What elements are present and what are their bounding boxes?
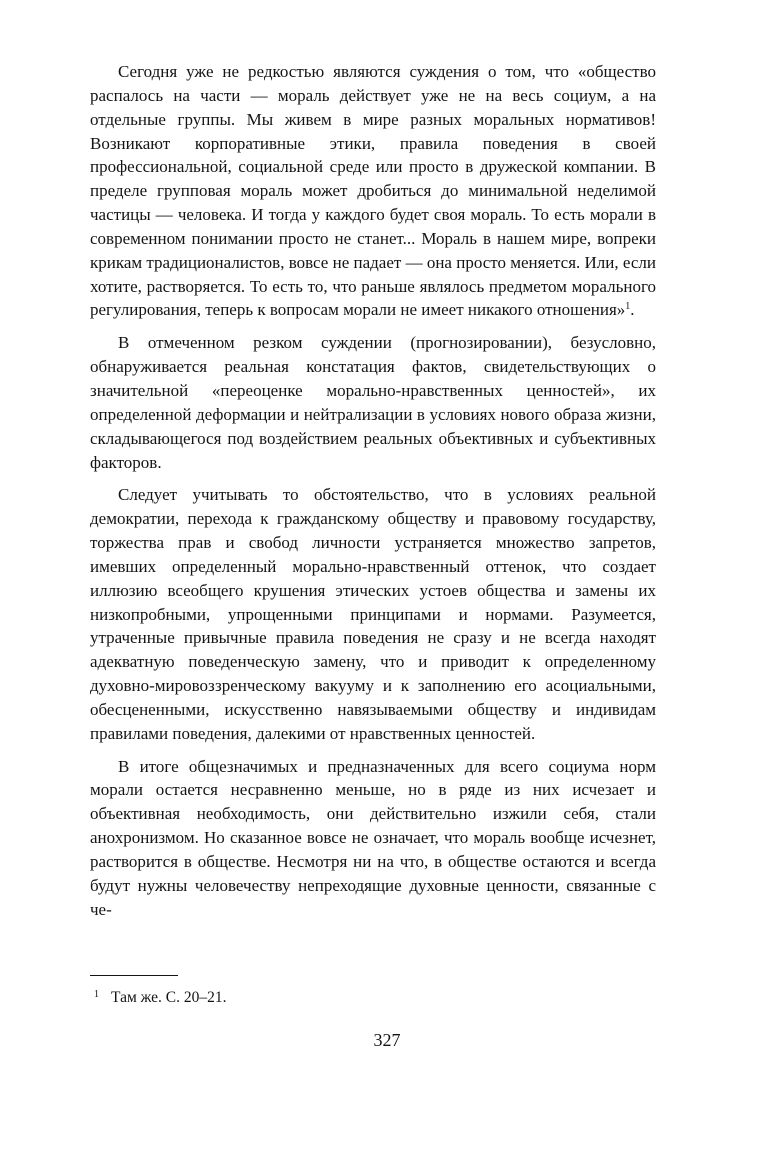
footnote-text: Там же. С. 20–21. [111, 989, 227, 1006]
paragraph-2: В отмеченном резком суждении (прогнозировании), безусловно, обнаруживается реальная констатация фактов, свидетельствующих о значительной «переоценке морально-нравственных ценностей», их определенной деформации и нейтрализации в условиях нового образа жизни, складывающегося под воздействием реальных объективных и субъективных факторов. [90, 333, 656, 472]
page-number: 327 [373, 1030, 401, 1050]
paragraph-1 [90, 60, 656, 322]
paragraph-3: Следует учитывать то обстоятельство, что в условиях реальной демократии, перехода к гражданскому обществу и правовому государству, торжества прав и свобод личности устраняется множество запретов, имевших определенный морально-нравственный оттенок, что создает иллюзию всеобщего крушения этических устоев общества и замены их низкопробными, упрощенными принципами и нормами. Разумеется, утраченные привычные правила поведения не сразу и не всегда находят адекватную поведенческую замену, что и приводит к определенному духовно-мировоззренческому вакууму и к заполнению его асоциальными, обесцененными, искусственно навязываемыми обществу и индивидам правилами поведения, далекими от нравственных ценностей. [90, 485, 656, 743]
paragraph-1-tail: . [630, 300, 635, 320]
main-text [90, 60, 656, 922]
footnote-separator [90, 975, 178, 976]
paragraph-4: В итоге общезначимых и предназначенных для всего социума норм морали остается несравненно меньше, но в ряде из них исчезает и объективная необходимость, они действительно изжили себя, стали анохронизмом. Но сказанное вовсе не означает, что мораль вообще исчезнет, растворится в обществе. Несмотря ни на что, в обществе остаются и всегда будут нужны человечеству непреходящие духовные ценности, связанные с че- [90, 756, 656, 919]
paragraph-1-text: Сегодня уже не редкостью являются суждения о том, что «общество распалось на части — мораль действует уже не на весь социум, а на отдельные группы. Мы живем в мире разных моральных нормативов! Возникают корпоративные этики, правила поведения в своей профессиональной, социальной среде или просто в дружеской компании. В пределе групповая мораль может дробиться до минимальной неделимой частицы — человека. И тогда у каждого будет своя мораль. То есть морали в современном понимании просто не станет... Мораль в нашем мире, вопреки крикам традиционалистов, вовсе не падает — она просто меняется. Или, если хотите, растворяется. То есть то, что раньше являлось предметом морального регулирования, теперь к вопросам морали не имеет никакого отношения» [90, 62, 656, 320]
footnote-mark: 1 [94, 989, 99, 1000]
footnote [90, 985, 656, 1008]
footnote-reference: 1 [625, 301, 631, 313]
